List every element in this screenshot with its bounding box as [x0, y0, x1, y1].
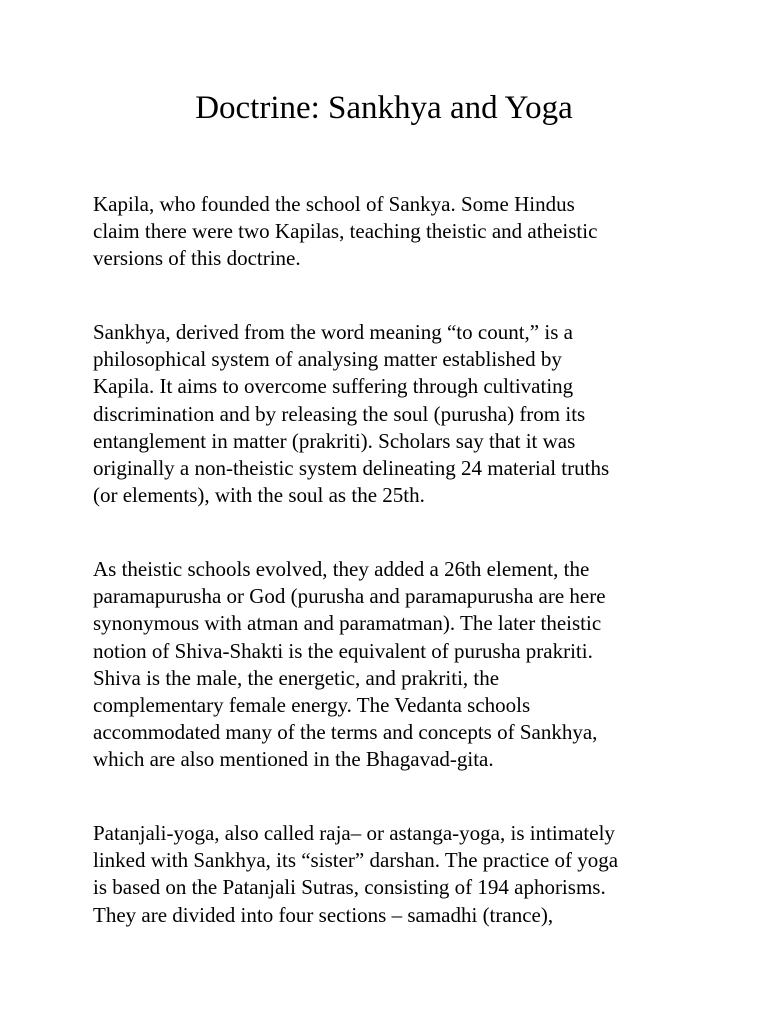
paragraph-line: paramapurusha or God (purusha and paramapurusha are here [93, 584, 606, 609]
paragraph-line: (or elements), with the soul as the 25th. [93, 483, 425, 508]
paragraph-theistic-schools [93, 556, 683, 774]
paragraph-line: Kapila, who founded the school of Sankya. Some Hindus [93, 192, 575, 216]
paragraph-line: They are divided into four sections – samadhi (trance), [93, 902, 554, 927]
paragraph-kapila [93, 191, 683, 273]
paragraph-line: accommodated many of the terms and concepts of Sankhya, [93, 720, 598, 745]
paragraph-line: originally a non-theistic system delineating 24 material truths [93, 456, 610, 481]
paragraph-line: complementary female energy. The Vedanta schools [93, 693, 531, 718]
paragraph-line: is based on the Patanjali Sutras, consisting of 194 aphorisms. [93, 875, 606, 900]
paragraph-patanjali-yoga [93, 820, 683, 929]
paragraph-line: linked with Sankhya, its “sister” darshan. The practice of yoga [93, 848, 619, 873]
paragraph-line: Patanjali-yoga, also called raja– or astanga-yoga, is intimately [93, 821, 615, 845]
paragraph-line: philosophical system of analysing matter established by [93, 347, 562, 372]
paragraph-line: claim there were two Kapilas, teaching theistic and atheistic [93, 219, 598, 244]
paragraph-line: versions of this doctrine. [93, 246, 301, 271]
paragraph-line: entanglement in matter (prakriti). Scholars say that it was [93, 428, 576, 453]
document-title: Doctrine: Sankhya and Yoga [195, 90, 573, 126]
paragraph-line: which are also mentioned in the Bhagavad-gita. [93, 747, 494, 772]
paragraph-sankhya [93, 319, 683, 509]
paragraph-line: Sankhya, derived from the word meaning “to count,” is a [93, 320, 573, 344]
paragraph-line: synonymous with atman and paramatman). The later theistic [93, 611, 602, 636]
paragraph-line: Shiva is the male, the energetic, and prakriti, the [93, 665, 500, 690]
paragraph-line: Kapila. It aims to overcome suffering through cultivating [93, 374, 574, 399]
paragraph-line: discrimination and by releasing the soul (purusha) from its [93, 401, 586, 426]
paragraph-line: As theistic schools evolved, they added a 26th element, the [93, 557, 590, 581]
paragraph-line: notion of Shiva-Shakti is the equivalent of purusha prakriti. [93, 638, 593, 663]
